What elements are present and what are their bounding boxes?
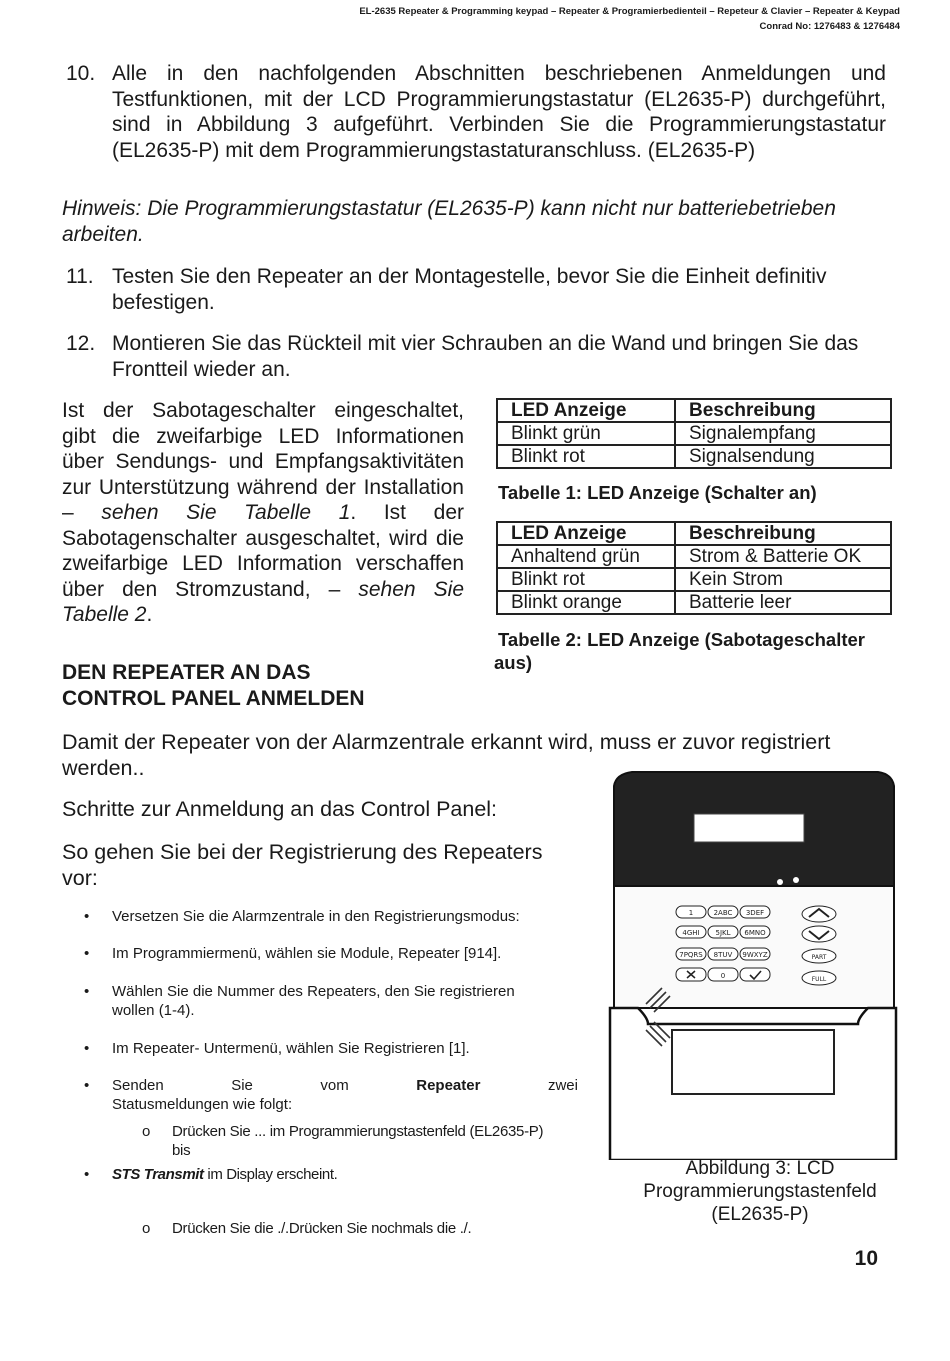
table-cell: Blinkt orange bbox=[497, 591, 675, 614]
table-1-header-description: Beschreibung bbox=[675, 399, 891, 422]
bullet-5-line-1 bbox=[112, 1076, 578, 1095]
table-cell: Blinkt grün bbox=[497, 422, 675, 445]
bullet-5-word: zwei bbox=[547, 1077, 578, 1094]
table-1-header-led: LED Anzeige bbox=[497, 399, 675, 422]
table-1 bbox=[496, 398, 892, 469]
howto-paragraph-line-2: vor: bbox=[62, 866, 98, 890]
sub-bullet-marker: o bbox=[142, 1220, 151, 1237]
section-heading-line-2: CONTROL PANEL ANMELDEN bbox=[62, 687, 365, 710]
key-label: 7PQRS bbox=[679, 951, 703, 959]
item-12-text: Montieren Sie das Rückteil mit vier Schrauben an die Wand und bringen Sie das Frontteil wieder an. bbox=[112, 332, 859, 381]
table-2-header-led: LED Anzeige bbox=[497, 522, 675, 545]
keypad-face bbox=[614, 886, 894, 1008]
hint-note: Hinweis: Die Programmierungstastatur (EL2635-P) kann nicht nur batteriebetrieben arbeiten. bbox=[62, 197, 836, 246]
page-number: 10 bbox=[854, 1247, 878, 1270]
keypad-drawing bbox=[608, 768, 898, 1160]
led-para-ref-table-2: sehen Sie Tabelle 2 bbox=[62, 577, 464, 626]
table-cell: Blinkt rot bbox=[497, 445, 675, 468]
key-label: 4GHI bbox=[682, 929, 700, 937]
table-cell: Kein Strom bbox=[675, 568, 891, 591]
item-11 bbox=[66, 264, 886, 315]
full-label: FULL bbox=[811, 976, 827, 983]
key-label: 8TUV bbox=[713, 951, 733, 959]
bullet-2-text: Im Programmiermenü, wählen sie Module, Repeater [914]. bbox=[112, 945, 502, 962]
led-para-part-3: . bbox=[146, 603, 153, 626]
table-cell: Anhaltend grün bbox=[497, 545, 675, 568]
status-led-icon bbox=[777, 879, 783, 885]
howto-paragraph bbox=[62, 839, 542, 891]
header-line-2: Conrad No: 1276483 & 1276484 bbox=[759, 21, 900, 32]
bullet-3-text bbox=[112, 982, 515, 1020]
bullet-5-word: Sie bbox=[231, 1077, 253, 1094]
key-label: 9WXYZ bbox=[742, 951, 768, 959]
item-10-text: Alle in den nachfolgenden Abschnitten beschriebenen Anmeldungen und Testfunktionen, mit der LCD Programmierungstastatur (EL2635-P) durchgeführt, sind in Abbildung 3 aufgeführt. Verbinden Sie die Programmierungstastatur (EL2635-P) mit dem Programmierungstastaturanschluss. (EL2635-P) bbox=[112, 62, 886, 162]
status-led-icon bbox=[793, 877, 799, 883]
section-heading-line-1: DEN REPEATER AN DAS bbox=[62, 661, 311, 684]
bullet-dot: • bbox=[84, 945, 90, 962]
header-line-1: EL-2635 Repeater & Programming keypad – Repeater & Programierbedienteil – Repeteur & Clavier – Repeater & Keypad bbox=[359, 6, 900, 17]
table-cell: Blinkt rot bbox=[497, 568, 675, 591]
table-cell: Signalsendung bbox=[675, 445, 891, 468]
table-cell: Batterie leer bbox=[675, 591, 891, 614]
bullet-1-text: Versetzen Sie die Alarmzentrale in den Registrierungsmodus: bbox=[112, 908, 520, 925]
led-description-paragraph bbox=[62, 398, 464, 628]
table-2-header-description: Beschreibung bbox=[675, 522, 891, 545]
table-2-caption-line-1: Tabelle 2: LED Anzeige (Sabotageschalter bbox=[498, 629, 866, 650]
bullet-5-bold-word: Repeater bbox=[416, 1077, 481, 1094]
bullet-dot: • bbox=[84, 1166, 90, 1183]
bullet-5-text bbox=[112, 1076, 578, 1114]
table-2-caption-line-2: aus) bbox=[494, 652, 533, 673]
key-label: 3DEF bbox=[745, 909, 765, 917]
item-12-number: 12. bbox=[66, 332, 96, 355]
table-1-header-row bbox=[497, 399, 891, 422]
led-para-part-2: . Ist der Sabotagenschalter ausgeschaltet, wird die zweifarbige LED Information verschaffen über den Stromzustand, – bbox=[62, 501, 464, 601]
sub-bullet-2-text: Drücken Sie die ./.Drücken Sie nochmals die ./. bbox=[172, 1220, 472, 1237]
key-label: 2ABC bbox=[713, 909, 733, 917]
item-11-text: Testen Sie den Repeater an der Montagestelle, bevor Sie die Einheit definitiv befestigen. bbox=[112, 265, 827, 314]
flap-window bbox=[672, 1030, 834, 1094]
part-label: PART bbox=[811, 954, 827, 961]
bullet-5-word: Senden bbox=[112, 1077, 164, 1094]
key-label: 6MNO bbox=[744, 929, 766, 937]
bullet-6-bold-text: STS Transmit bbox=[112, 1166, 204, 1183]
register-paragraph-line-1: Damit der Repeater von der Alarmzentrale erkannt wird, muss er zuvor registriert bbox=[62, 730, 831, 754]
table-2 bbox=[496, 521, 892, 615]
section-heading bbox=[62, 660, 365, 712]
table-2-header-row bbox=[497, 522, 891, 545]
table-row bbox=[497, 445, 891, 468]
bullet-5-word: vom bbox=[320, 1077, 349, 1094]
table-1-caption: Tabelle 1: LED Anzeige (Schalter an) bbox=[498, 482, 817, 503]
steps-paragraph: Schritte zur Anmeldung an das Control Panel: bbox=[62, 797, 498, 821]
sub-bullet-1-line-2: bis bbox=[172, 1142, 191, 1159]
bullet-dot: • bbox=[84, 1077, 90, 1094]
lcd-keypad-illustration bbox=[608, 768, 898, 1165]
sub-bullet-1-text bbox=[172, 1122, 543, 1160]
item-12 bbox=[66, 331, 886, 382]
table-cell: Strom & Batterie OK bbox=[675, 545, 891, 568]
item-11-number: 11. bbox=[66, 265, 94, 288]
key-label: 1 bbox=[688, 909, 694, 917]
sub-bullet-marker: o bbox=[142, 1123, 151, 1140]
bullet-4-text: Im Repeater- Untermenü, wählen Sie Registrieren [1]. bbox=[112, 1040, 470, 1057]
bullet-6-rest: im Display erscheint. bbox=[203, 1166, 338, 1183]
table-row bbox=[497, 422, 891, 445]
howto-paragraph-line-1: So gehen Sie bei der Registrierung des Repeaters bbox=[62, 840, 543, 864]
table-row bbox=[497, 568, 891, 591]
bullet-5-line-2: Statusmeldungen wie folgt: bbox=[112, 1096, 293, 1113]
key-label: 5JKL bbox=[715, 929, 731, 937]
item-10-number: 10. bbox=[66, 62, 96, 85]
led-para-part-1: Ist der Sabotageschalter eingeschaltet, gibt die zweifarbige LED Informationen über Sendungs- und Empfangsaktivitäten zur Unterstützung während der Installation – bbox=[62, 399, 464, 524]
sub-bullet-1-line-1: Drücken Sie ... im Programmierungstastenfeld (EL2635-P) bbox=[172, 1123, 544, 1140]
page-header bbox=[359, 4, 900, 34]
figure-caption-line-1: Abbildung 3: LCD bbox=[685, 1158, 835, 1179]
table-cell: Signalempfang bbox=[675, 422, 891, 445]
led-para-ref-table-1: sehen Sie Tabelle 1 bbox=[101, 501, 351, 524]
bullet-dot: • bbox=[84, 1040, 90, 1057]
item-10 bbox=[66, 61, 886, 163]
table-row bbox=[497, 591, 891, 614]
bullet-3-line-1: Wählen Sie die Nummer des Repeaters, den Sie registrieren bbox=[112, 983, 515, 1000]
bullet-5 bbox=[84, 1076, 578, 1116]
figure-caption-line-2: Programmierungstastenfeld bbox=[643, 1181, 877, 1202]
bullet-dot: • bbox=[84, 983, 90, 1000]
figure-caption bbox=[620, 1157, 900, 1226]
bullet-6-text bbox=[112, 1165, 337, 1184]
bullet-dot: • bbox=[84, 908, 90, 925]
key-label: 0 bbox=[720, 972, 726, 980]
bullet-3-line-2: wollen (1-4). bbox=[112, 1002, 195, 1019]
figure-caption-line-3: (EL2635-P) bbox=[711, 1204, 809, 1225]
lcd-display bbox=[694, 814, 804, 842]
table-row bbox=[497, 545, 891, 568]
register-paragraph-line-2: werden.. bbox=[62, 756, 145, 780]
